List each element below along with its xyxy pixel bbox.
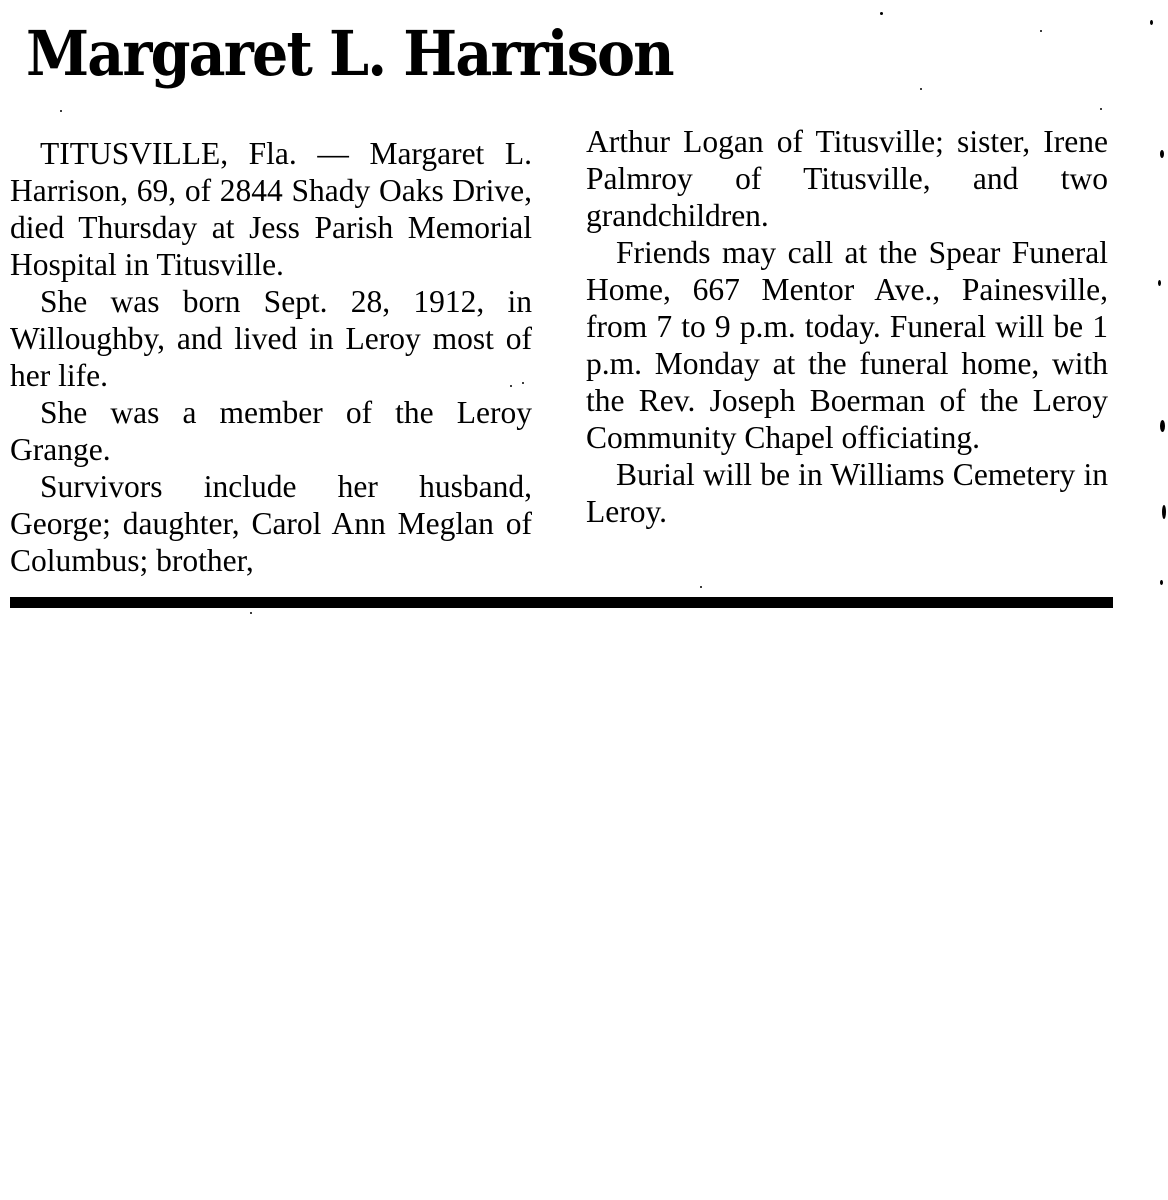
article-paragraph: She was a member of the Leroy Grange.: [10, 395, 532, 467]
scan-speck: [1040, 30, 1042, 32]
article-paragraph-continuation: Arthur Logan of Titusville; sister, Irene Palmroy of Titusville, and two grandchildren.: [586, 124, 1108, 233]
scan-speck: [1160, 580, 1163, 585]
scan-speck: [1158, 280, 1161, 286]
scan-speck: [1150, 20, 1153, 25]
scan-speck: [522, 382, 524, 384]
article-paragraph: Survivors include her husband, George; daughter, Carol Ann Meglan of Columbus; brother,: [10, 469, 532, 578]
scan-speck: [250, 612, 252, 614]
scan-speck: [1162, 505, 1166, 519]
article-paragraph: TITUSVILLE, Fla. — Margaret L. Harrison, 69, of 2844 Shady Oaks Drive, died Thursday at Jess Parish Memorial Hospital in Titusville.: [10, 136, 532, 282]
article-paragraph: Burial will be in Williams Cemetery in Leroy.: [586, 457, 1108, 529]
article-paragraph: She was born Sept. 28, 1912, in Willoughby, and lived in Leroy most of her life.: [10, 284, 532, 393]
scan-speck: [510, 385, 512, 387]
scan-speck: [1160, 150, 1164, 158]
scan-speck: [1100, 108, 1102, 110]
article-column-left: [10, 135, 532, 579]
article-paragraph: Friends may call at the Spear Funeral Home, 667 Mentor Ave., Painesville, from 7 to 9 p.m. today. Funeral will be 1 p.m. Monday at the funeral home, with the Rev. Joseph Boerman of the Leroy Community Chapel officiating.: [586, 235, 1108, 455]
bottom-rule: [10, 597, 1113, 608]
article-column-right: [586, 123, 1108, 530]
obituary-headline: Margaret L. Harrison: [26, 17, 673, 90]
scan-speck: [880, 12, 883, 15]
scan-speck: [60, 110, 62, 112]
scan-speck: [920, 88, 922, 90]
scan-speck: [1160, 420, 1165, 432]
scan-speck: [700, 586, 702, 588]
